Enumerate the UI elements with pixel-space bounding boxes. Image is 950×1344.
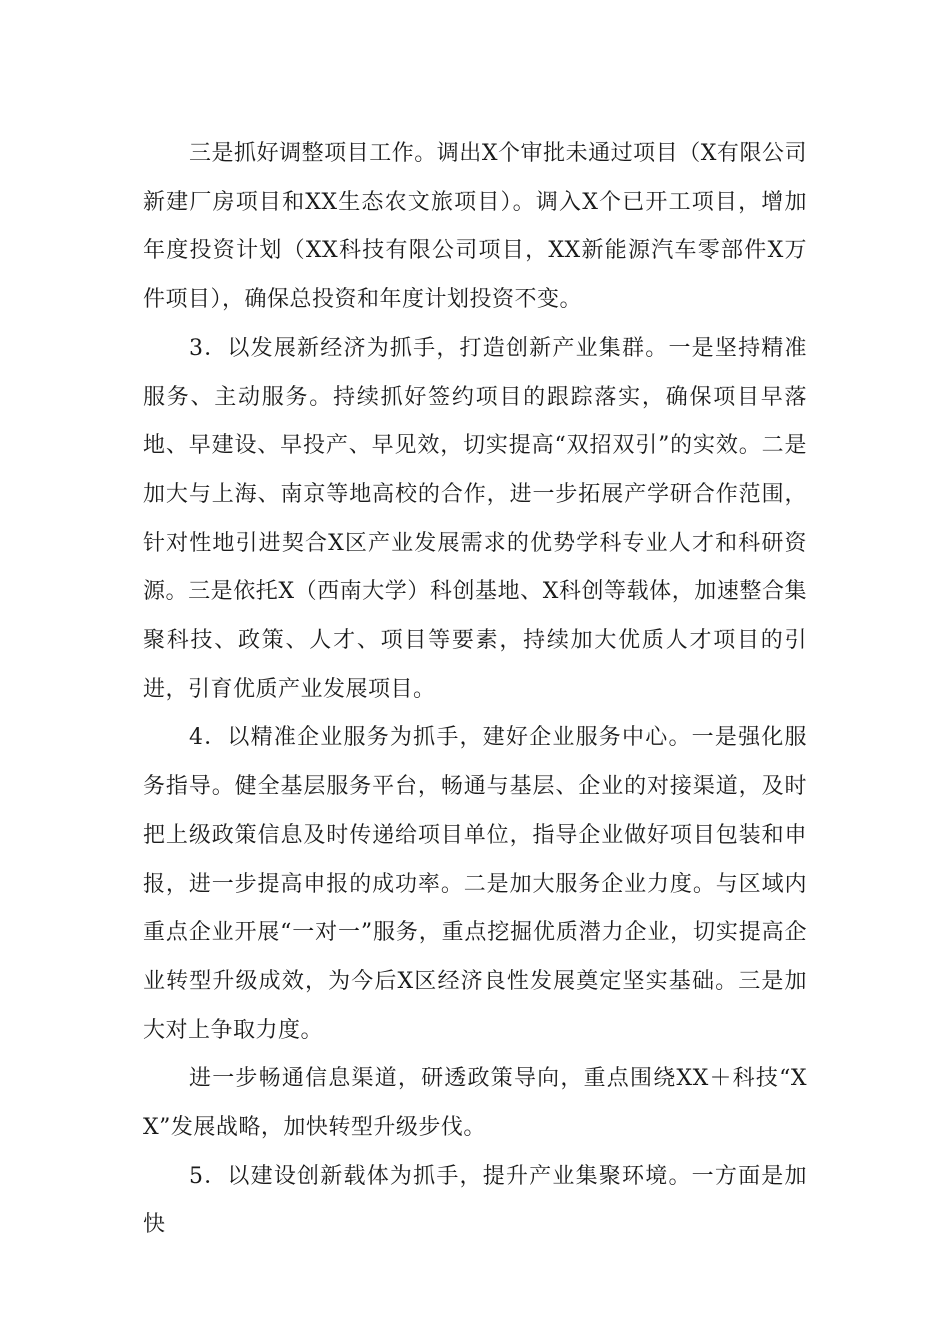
paragraph-new-economy: 3．以发展新经济为抓手，打造创新产业集群。一是坚持精准服务、主动服务。持续抓好签约项目的跟踪落实，确保项目早落地、早建设、早投产、早见效，切实提高“双招双引”的实效。二是加大与上海、南京等地高校的合作，进一步拓展产学研合作范围，针对性地引进契合X区产业发展需求的优势学科专业人才和科研资源。三是依托X（西南大学）科创基地、X科创等载体，加速整合集聚科技、政策、人才、项目等要素，持续加大优质人才项目的引进，引育优质产业发展项目。 <box>143 335 807 702</box>
paragraph-adjust-projects: 三是抓好调整项目工作。调出X个审批未通过项目（X有限公司新建厂房项目和XX生态农文旅项目）。调入X个已开工项目，增加年度投资计划（XX科技有限公司项目，XX新能源汽车零部件X万件项目），确保总投资和年度计划投资不变。 <box>143 141 807 313</box>
paragraph-enterprise-service: 4．以精准企业服务为抓手，建好企业服务中心。一是强化服务指导。健全基层服务平台，畅通与基层、企业的对接渠道，及时把上级政策信息及时传递给项目单位，指导企业做好项目包装和申报，进一步提高申报的成功率。二是加大服务企业力度。与区域内重点企业开展“一对一”服务，重点挖掘优质潜力企业，切实提高企业转型升级成效，为今后X区经济良性发展奠定坚实基础。三是加大对上争取力度。 <box>143 725 807 1043</box>
paragraph-information-channels: 进一步畅通信息渠道，研透政策导向，重点围绕XX＋科技“XX”发展战略，加快转型升级步伐。 <box>143 1066 807 1141</box>
document-body <box>143 130 807 1250</box>
paragraph-innovation-carriers: 5．以建设创新载体为抓手，提升产业集聚环境。一方面是加快 <box>143 1163 807 1238</box>
